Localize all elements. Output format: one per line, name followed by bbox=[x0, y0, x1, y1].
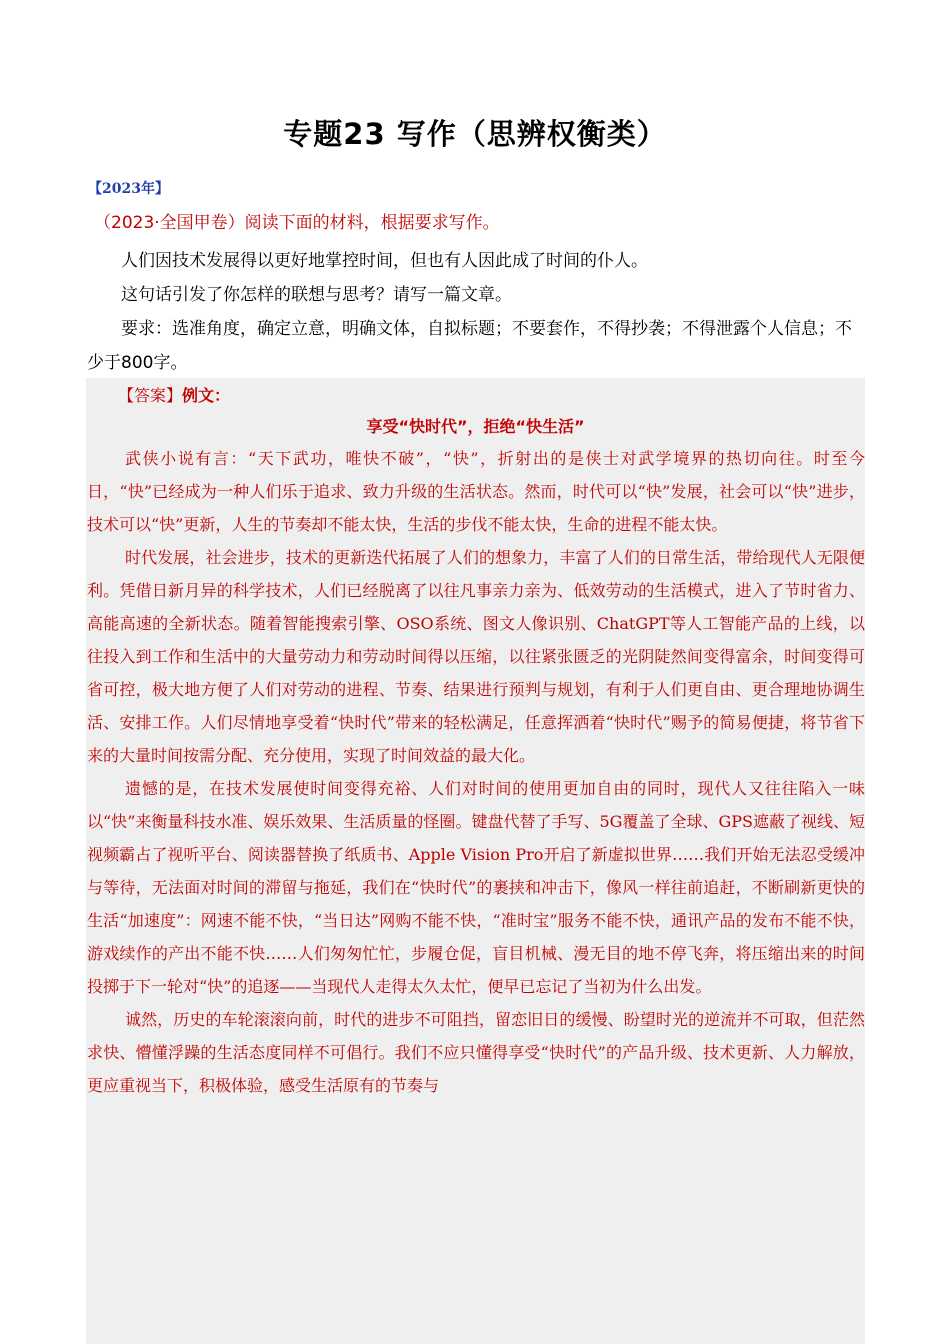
example-label: 例文： bbox=[182, 386, 231, 405]
answer-label: 【答案】 bbox=[118, 386, 183, 405]
prompt-material bbox=[87, 244, 865, 380]
page-title: 专题23 写作（思辨权衡类） bbox=[283, 117, 667, 151]
instruction-text: 阅读下面的材料，根据要求写作。 bbox=[244, 213, 500, 233]
essay-paragraph: 时代发展，社会进步，技术的更新迭代拓展了人们的想象力，丰富了人们的日常生活，带给现代人无限便利。凭借日新月异的科学技术，人们已经脱离了以往凡事亲力亲为、低效劳动的生活模式，进入了节时省力、高能高速的全新状态。随着智能搜索引擎、OSO系统、图文人像识别、ChatGPT等人工智能产品的上线，以往投入到工作和生活中的大量劳动力和劳动时间得以压缩，以往紧张匮乏的光阴陡然间变得富余，时间变得可省可控，极大地方便了人们对劳动的进程、节奏、结果进行预判与规划，有利于人们更自由、更合理地协调生活、安排工作。人们尽情地享受着“快时代”带来的轻松满足，任意挥洒着“快时代”赐予的简易便捷，将节省下来的大量时间按需分配、充分使用，实现了时间效益的最大化。 bbox=[87, 548, 865, 765]
prompt-requirements: 要求：选准角度，确定立意，明确文体，自拟标题；不要套作，不得抄袭；不得泄露个人信息；不少于800字。 bbox=[87, 319, 852, 373]
prompt-paragraph: 这句话引发了你怎样的联想与思考？请写一篇文章。 bbox=[121, 285, 512, 305]
prompt-paragraph: 人们因技术发展得以更好地掌控时间，但也有人因此成了时间的仆人。 bbox=[121, 251, 648, 271]
answer-heading bbox=[118, 383, 230, 406]
essay-paragraph: 武侠小说有言：“天下武功，唯快不破”，“快”，折射出的是侠士对武学境界的热切向往。时至今日，“快”已经成为一种人们乐于追求、致力升级的生活状态。然而，时代可以“快”发展，社会可以“快”进步，技术可以“快”更新，人生的节奏却不能太快，生活的步伐不能太快，生命的进程不能太快。 bbox=[87, 449, 865, 534]
essay-title: 享受“快时代”，拒绝“快生活” bbox=[366, 417, 585, 436]
exam-source-tag: （2023·全国甲卷） bbox=[94, 213, 245, 233]
source-line bbox=[94, 208, 500, 233]
essay-paragraph: 遗憾的是，在技术发展使时间变得充裕、人们对时间的使用更加自由的同时，现代人又往往陷入一味以“快”来衡量科技水准、娱乐效果、生活质量的怪圈。键盘代替了手写、5G覆盖了全球、GPS遮蔽了视线、短视频霸占了视听平台、阅读器替换了纸质书、Apple Vision Pro开启了新虚拟世界……我们开始无法忍受缓冲与等待，无法面对时间的滞留与拖延，我们在“快时代”的裹挟和冲击下，像风一样往前追赶，不断刷新更快的生活“加速度”：网速不能不快，“当日达”网购不能不快，“准时宝”服务不能不快，通讯产品的发布不能不快，游戏续作的产出不能不快……人们匆匆忙忙，步履仓促，盲目机械、漫无目的地不停飞奔，将压缩出来的时间投掷于下一轮对“快”的追逐——当现代人走得太久太忙，便早已忘记了当初为什么出发。 bbox=[87, 779, 865, 996]
essay-paragraph: 诚然，历史的车轮滚滚向前，时代的进步不可阻挡，留恋旧日的缓慢、盼望时光的逆流并不可取，但茫然求快、懵懂浮躁的生活态度同样不可倡行。我们不应只懂得享受“快时代”的产品升级、技术更新、人力解放，更应重视当下，积极体验，感受生活原有的节奏与 bbox=[87, 1010, 865, 1095]
year-label: 【2023年】 bbox=[88, 181, 169, 197]
essay-body bbox=[87, 442, 865, 1102]
